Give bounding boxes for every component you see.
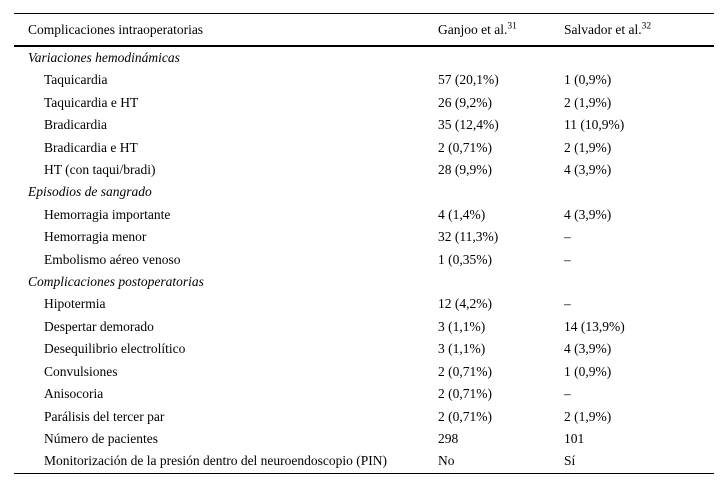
complication-label: Hemorragia menor [44,229,147,245]
complication-label: HT (con taqui/bradi) [44,162,156,178]
salvador-value: 4 (3,9%) [564,341,612,357]
salvador-value: 14 (13,9%) [564,318,625,334]
reference-superscript-32: 32 [641,21,652,32]
column-header-salvador-text: Salvador et al. [564,22,642,37]
table-row [14,428,714,450]
intraoperative-complications-table [14,13,714,474]
complication-label: Bradicardia [44,117,107,133]
table-row [14,226,714,248]
ganjoo-value: 2 (0,71%) [438,386,492,402]
complication-label: Anisocoria [44,386,104,402]
table-row [14,450,714,473]
ganjoo-value: 57 (20,1%) [438,72,499,88]
ganjoo-value: 2 (0,71%) [438,363,492,379]
section-label: Episodios de sangrado [28,184,152,200]
ganjoo-value: No [438,453,455,469]
salvador-value: – [564,251,571,267]
section-label: Complicaciones postoperatorias [28,274,204,290]
complication-label: Bradicardia e HT [44,139,138,155]
table-row [14,338,714,360]
salvador-value: 101 [564,430,585,446]
complication-label: Hemorragia importante [44,206,171,222]
ganjoo-value: 12 (4,2%) [438,296,492,312]
salvador-value: – [564,229,571,245]
complication-label: Desequilibrio electrolítico [44,341,186,357]
table-section-row [14,46,714,69]
table-row [14,361,714,383]
table-section-row [14,271,714,293]
salvador-value: 1 (0,9%) [564,363,612,379]
table-row [14,69,714,91]
complication-label: Taquicardia e HT [44,94,139,110]
salvador-value: 4 (3,9%) [564,206,612,222]
complication-label: Monitorización de la presión dentro del neuroendoscopio (PIN) [44,453,388,469]
column-header-ganjoo-text: Ganjoo et al. [438,22,508,37]
salvador-value: 2 (1,9%) [564,408,612,424]
complication-label: Número de pacientes [44,430,158,446]
table-row [14,159,714,181]
complication-label: Hipotermia [44,296,106,312]
column-header-complications: Complicaciones intraoperatorias [28,22,204,37]
table-row [14,137,714,159]
ganjoo-value: 3 (1,1%) [438,318,486,334]
salvador-value: 4 (3,9%) [564,162,612,178]
column-header-salvador [564,14,714,47]
salvador-value: 2 (1,9%) [564,94,612,110]
salvador-value: 1 (0,9%) [564,72,612,88]
ganjoo-value: 2 (0,71%) [438,408,492,424]
ganjoo-value: 26 (9,2%) [438,94,492,110]
table-row [14,249,714,271]
salvador-value: Sí [564,453,576,469]
table-row [14,406,714,428]
table-row [14,383,714,405]
ganjoo-value: 28 (9,9%) [438,162,492,178]
table-row [14,114,714,136]
table-row [14,316,714,338]
ganjoo-value: 2 (0,71%) [438,139,492,155]
table-section-row [14,181,714,203]
salvador-value: – [564,296,571,312]
table-row [14,204,714,226]
section-label: Variaciones hemodinámicas [28,50,180,65]
complications-table-container [14,13,714,474]
complication-label: Parálisis del tercer par [44,408,165,424]
ganjoo-value: 298 [438,430,459,446]
ganjoo-value: 35 (12,4%) [438,117,499,133]
table-row [14,293,714,315]
complication-label: Taquicardia [44,72,108,88]
table-row [14,92,714,114]
complication-label: Embolismo aéreo venoso [44,251,181,267]
complication-label: Despertar demorado [44,318,154,334]
salvador-value: 2 (1,9%) [564,139,612,155]
table-header-row [14,14,714,47]
reference-superscript-31: 31 [507,21,517,32]
salvador-value: – [564,386,571,402]
ganjoo-value: 1 (0,35%) [438,251,492,267]
salvador-value: 11 (10,9%) [564,117,625,133]
ganjoo-value: 3 (1,1%) [438,341,486,357]
column-header-ganjoo [438,14,564,47]
ganjoo-value: 32 (11,3%) [438,229,499,245]
complication-label: Convulsiones [44,363,118,379]
ganjoo-value: 4 (1,4%) [438,206,486,222]
